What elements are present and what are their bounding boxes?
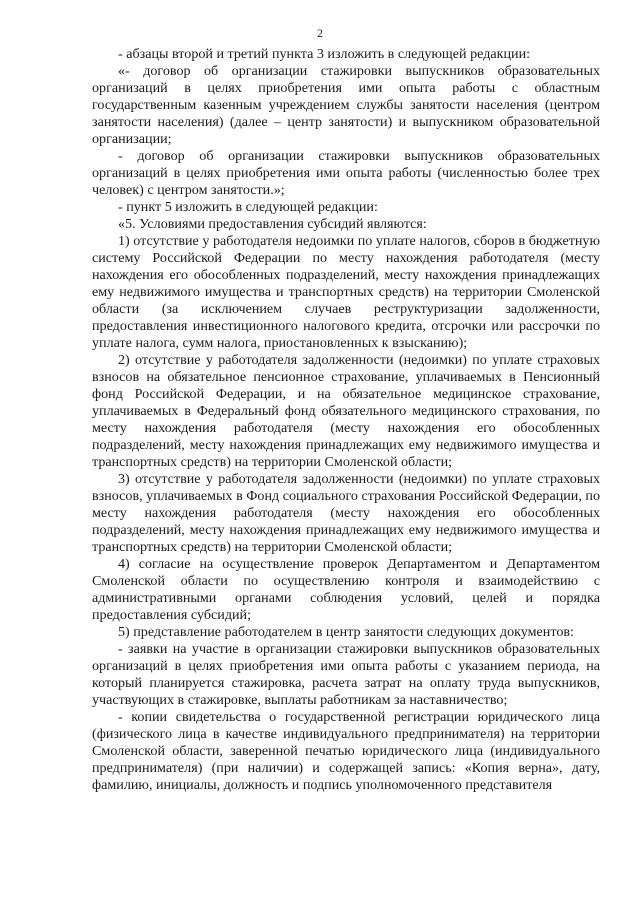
paragraph: «5. Условиями предоставления субсидий являются: [118, 216, 427, 232]
page-number: 2 [317, 26, 323, 40]
paragraph: - копии свидетельства о государственной регистрации юридического лица (физического лица в качестве индивидуального предпринимателя) на территории Смоленской области, заверенной печатью юридического лица (индивидуального предпринимателя) (при наличии) и содержащей запись: «Копия верна», дату, фамилию, инициалы, должность и подпись уполномоченного представителя [92, 709, 600, 793]
paragraph: - договор об организации стажировки выпускников образовательных организаций в целях приобретения ими опыта работы (численностью более трех человек) с центром занятости.»; [92, 148, 600, 198]
document-body [92, 46, 600, 794]
paragraph: 4) согласие на осуществление проверок Департаментом и Департаментом Смоленской области по осуществлению контроля и взаимодействию с административными органами соблюдения условий, целей и порядка предоставления субсидий; [92, 556, 600, 623]
paragraph: 3) отсутствие у работодателя задолженности (недоимки) по уплате страховых взносов, уплачиваемых в Фонд социального страхования Российской Федерации, по месту нахождения работодателя (месту нахождения его обособленных подразделений, месту нахождения принадлежащих ему недвижимого имущества и транспортных средств) на территории Смоленской области; [92, 471, 600, 555]
paragraph: - заявки на участие в организации стажировки выпускников образовательных организаций в целях приобретения ими опыта работы с указанием периода, на который планируется стажировка, расчета затрат на оплату труда выпускников, участвующих в стажировке, выплаты работникам за наставничество; [92, 641, 600, 708]
paragraph: 1) отсутствие у работодателя недоимки по уплате налогов, сборов в бюджетную систему Российской Федерации по месту нахождения работодателя (месту нахождения его обособленных подразделений, месту нахождения принадлежащих ему недвижимого имущества и транспортных средств) на территории Смоленской области (за исключением случаев реструктуризации задолженности, предоставления инвестиционного налогового кредита, отсрочки или рассрочки по уплате налога, сумм налога, приостановленных к взысканию); [92, 233, 600, 351]
paragraph: - абзацы второй и третий пункта 3 изложить в следующей редакции: [118, 46, 531, 62]
paragraph: 2) отсутствие у работодателя задолженности (недоимки) по уплате страховых взносов на обязательное пенсионное страхование, уплачиваемых в Пенсионный фонд Российской Федерации, и на обязательное медицинское страхование, уплачиваемых в Федеральный фонд обязательного медицинского страхования, по месту нахождения работодателя (месту нахождения его обособленных подразделений, месту нахождения принадлежащих ему недвижимого имущества и транспортных средств) на территории Смоленской области; [92, 352, 600, 470]
paragraph: - пункт 5 изложить в следующей редакции: [118, 199, 378, 215]
paragraph: 5) представление работодателем в центр занятости следующих документов: [118, 624, 574, 640]
paragraph: «- договор об организации стажировки выпускников образовательных организаций в целях приобретения ими опыта работы с областным государственным казенным учреждением службы занятости населения (центром занятости населения) (далее – центр занятости) и выпускником образовательной организации; [92, 63, 600, 147]
